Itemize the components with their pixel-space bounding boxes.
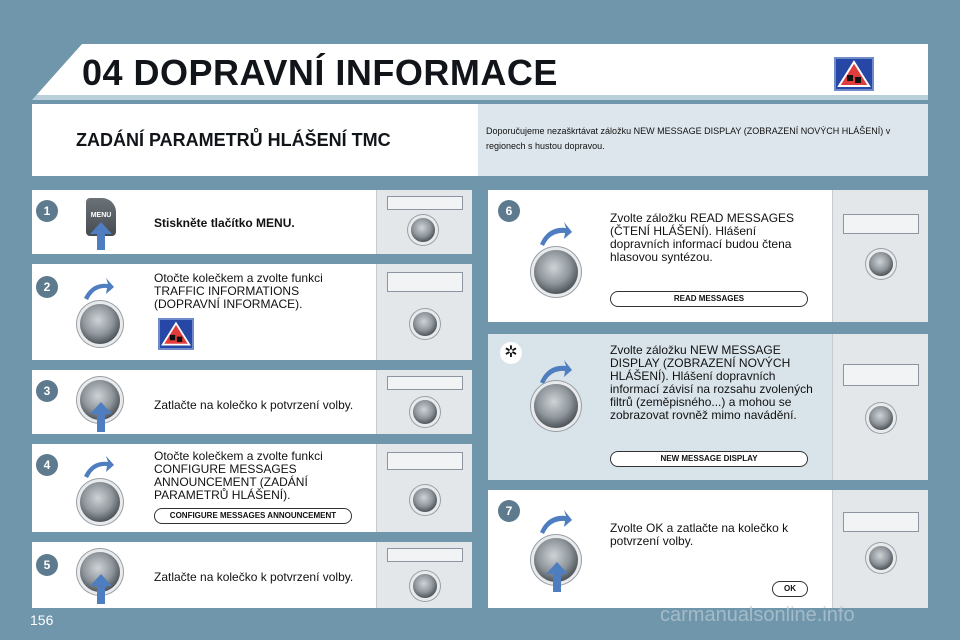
step-4-badge: 4 xyxy=(36,454,58,476)
rotate-arrow-icon xyxy=(82,278,114,300)
step-2-badge: 2 xyxy=(36,276,58,298)
rotary-knob-icon xyxy=(80,482,120,522)
rotary-knob-icon xyxy=(80,304,120,344)
step-5-badge: 5 xyxy=(36,554,58,576)
control-panel-image xyxy=(376,542,472,608)
push-arrow-icon xyxy=(90,222,112,250)
push-arrow-icon xyxy=(546,562,568,592)
step-7-text: Zvolte OK a zatlačte na kolečko k potvrzení volby. xyxy=(610,521,789,548)
read-messages-option: READ MESSAGES xyxy=(610,291,808,307)
recommendation-note: Doporučujeme nezaškrtávat záložku NEW MESSAGE DISPLAY (ZOBRAZENÍ NOVÝCH HLÁŠENÍ) v regionech s hustou dopravou. xyxy=(486,126,891,151)
rotary-knob-icon xyxy=(534,250,578,294)
step-1-badge: 1 xyxy=(36,200,58,222)
step-7-badge: 7 xyxy=(498,500,520,522)
page-title: 04 DOPRAVNÍ INFORMACE xyxy=(82,52,558,93)
section-title: ZADÁNÍ PARAMETRŮ HLÁŠENÍ TMC xyxy=(76,130,391,150)
step-1-text: Stiskněte tlačítko MENU. xyxy=(154,216,295,230)
rotate-arrow-icon xyxy=(538,510,572,534)
step-6b-text: Zvolte záložku NEW MESSAGE DISPLAY (ZOBRAZENÍ NOVÝCH HLÁŠENÍ). Hlášení dopravních informací závisí na rozsahu zvolených filtrů (zeměpisného...) a mohou se zobrazovat rovněž mimo navádění. xyxy=(610,343,813,422)
control-panel-image xyxy=(376,444,472,532)
traffic-sign-icon xyxy=(158,318,194,350)
rotary-knob-icon xyxy=(534,384,578,428)
page-number: 156 xyxy=(30,612,54,628)
control-panel-image xyxy=(832,490,928,608)
header-corner xyxy=(32,44,82,100)
rotate-arrow-icon xyxy=(538,222,572,246)
step-3-badge: 3 xyxy=(36,380,58,402)
step-5-text: Zatlačte na kolečko k potvrzení volby. xyxy=(154,570,354,584)
watermark: carmanualsonline.info xyxy=(660,604,855,626)
control-panel-image xyxy=(376,264,472,360)
step-6-text: Zvolte záložku READ MESSAGES (ČTENÍ HLÁŠENÍ). Hlášení dopravních informací budou čtena hlasovou syntézou. xyxy=(610,211,795,264)
control-panel-image xyxy=(376,370,472,434)
push-arrow-icon xyxy=(90,402,112,432)
traffic-sign-icon xyxy=(834,57,874,91)
new-message-display-option: NEW MESSAGE DISPLAY xyxy=(610,451,808,467)
rotate-arrow-icon xyxy=(538,360,572,384)
settings-icon: ✲ xyxy=(500,342,522,364)
control-panel-image xyxy=(832,334,928,480)
step-3-text: Zatlačte na kolečko k potvrzení volby. xyxy=(154,398,354,412)
rotate-arrow-icon xyxy=(82,456,114,478)
configure-messages-option: CONFIGURE MESSAGES ANNOUNCEMENT xyxy=(154,508,352,524)
step-2-text: Otočte kolečkem a zvolte funkci TRAFFIC INFORMATIONS (DOPRAVNÍ INFORMACE). xyxy=(154,271,323,311)
push-arrow-icon xyxy=(90,574,112,604)
control-panel-image xyxy=(832,190,928,322)
menu-button-icon: MENU xyxy=(86,198,116,236)
step-4-text: Otočte kolečkem a zvolte funkci CONFIGURE MESSAGES ANNOUNCEMENT (ZADÁNÍ PARAMETRŮ HLÁŠENÍ). xyxy=(154,449,323,502)
ok-option: OK xyxy=(772,581,808,597)
step-6-badge: 6 xyxy=(498,200,520,222)
control-panel-image xyxy=(376,190,472,254)
